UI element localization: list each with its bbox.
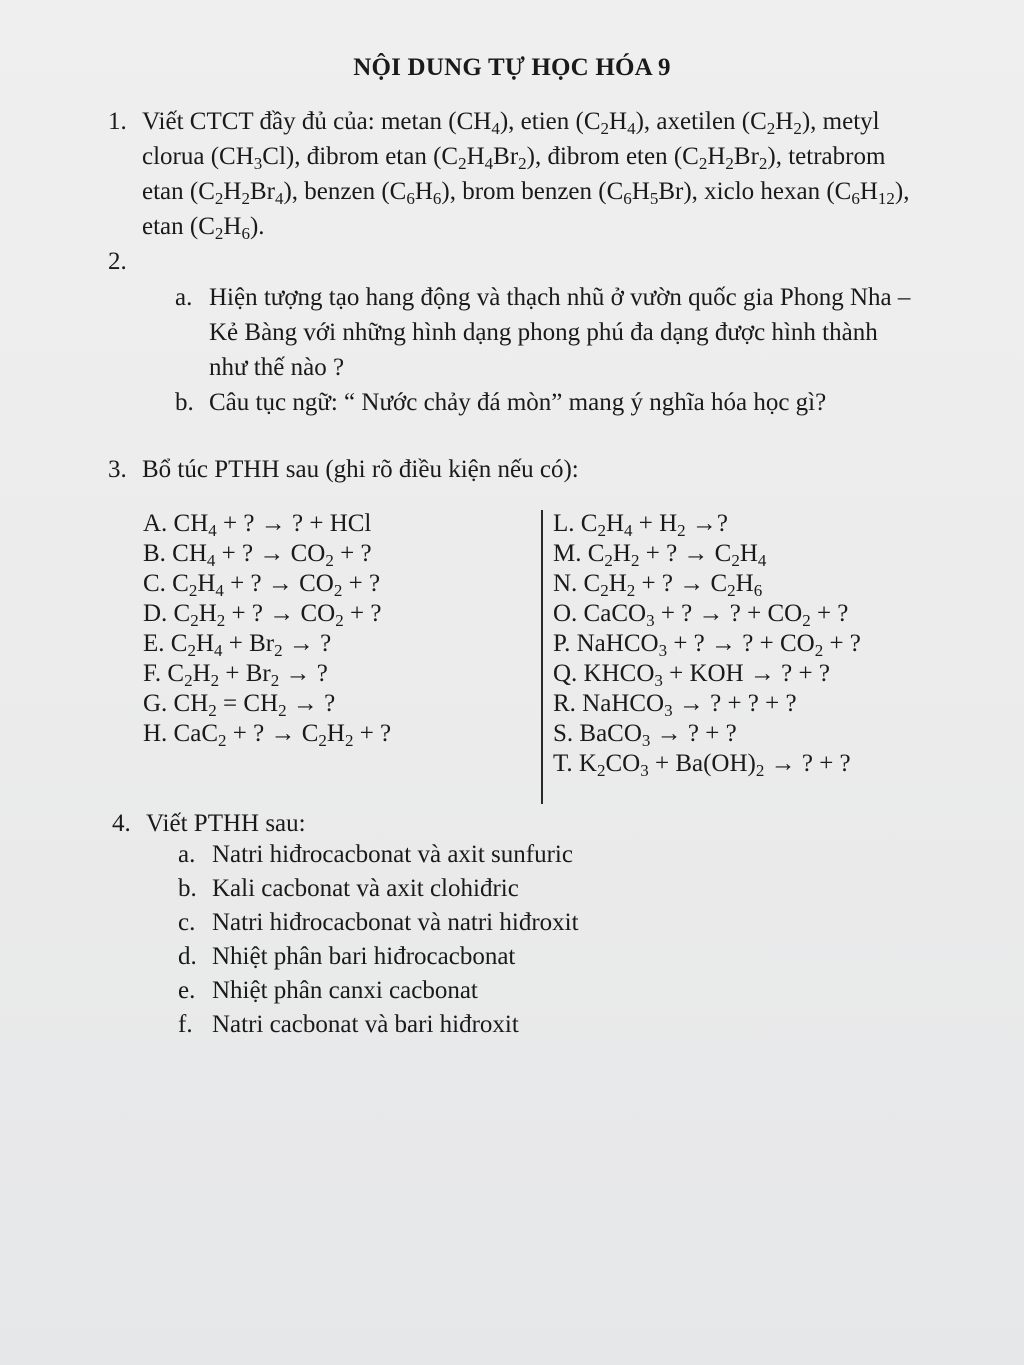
question-2a-line-2: Kẻ Bàng với những hình dạng phong phú đa dạng được hình thành [209,319,878,346]
equation-S: S. BaCO$_3$ → ? + ? [553,720,737,750]
equation-Q: Q. $KHCO_3$ + KOH → ? + ? [553,660,830,690]
question-3-number: 3. [108,456,127,483]
column-divider [541,510,543,804]
equation-E: E. $C_2H_4 + Br_2$ → ? [143,630,332,660]
equation-D: D. $C_2H_2$ + ? → $CO_2$ + ? [143,600,382,630]
question-2b-text: Câu tục ngữ: “ Nước chảy đá mòn” mang ý nghĩa hóa học gì? [209,389,827,416]
equation-B: B. $CH_4$ + ? → $CO_2$ + ? [143,540,372,570]
question-4-item-label: b. [178,875,197,902]
equation-T: T. $K_2CO_3 + Ba(OH)_2$ → ? + ? [553,750,851,780]
equation-G: G. $CH_2 = CH_2$ → ? [143,690,336,720]
question-4-item-text: Nhiệt phân canxi cacbonat [212,977,478,1004]
question-4-item-label: c. [178,909,196,936]
equation-C: C. $C_2H_4$ + ? → $CO_2$ + ? [143,570,381,600]
equation-M: M. $C_2H_2$ + ? → $C_2H_4$ [553,540,767,570]
equation-A: A. $CH_4$ + ? → ? + HCl [143,510,372,540]
question-2-number: 2. [108,248,127,275]
equation-F: F. $C_2H_2 + Br_2$ → ? [143,660,328,690]
question-4-item-text: Natri hiđrocacbonat và natri hiđroxit [212,909,579,936]
question-2b-label: b. [175,389,194,416]
question-3-text: Bổ túc PTHH sau (ghi rõ điều kiện nếu có): [142,456,579,483]
equation-P: P. NaHCO$_3$ + ? → ? + $CO_2$ + ? [553,630,861,660]
equation-L: L. $C_2H_4 + H_2$ →? [553,510,729,540]
question-4-item-label: d. [178,943,197,970]
question-4-item-text: Natri hiđrocacbonat và axit sunfuric [212,841,573,868]
question-4-number: 4. [112,810,131,837]
question-1-line-2: clorua $(CH_3Cl)$, đibrom etan $(C_2H_4Br_2)$, đibrom eten $(C_2H_2Br_2)$, tetrabrom [142,143,886,173]
question-1-line-1: Viết CTCT đầy đủ của: metan $(CH_4)$, etien $(C_2H_4)$, axetilen $(C_2H_2)$, metyl [142,108,880,138]
question-2a-text [209,280,954,385]
question-1-line-4: etan $(C_2H_6)$. [142,213,265,243]
question-4-item-text: Nhiệt phân bari hiđrocacbonat [212,943,516,970]
question-4-item-label: f. [178,1011,193,1038]
question-2 [108,244,968,284]
question-2a-line-1: Hiện tượng tạo hang động và thạch nhũ ở vườn quốc gia Phong Nha – [209,284,911,311]
question-1-number: 1. [108,108,127,135]
question-1-text [142,104,962,244]
question-2a-line-3: như thế nào ? [209,354,345,381]
equation-N: N. $C_2H_2$ + ? → $C_2H_6$ [553,570,763,600]
question-4-item-text: Natri cacbonat và bari hiđroxit [212,1011,519,1038]
equation-O: O. CaCO$_3$ + ? → ? + $CO_2$ + ? [553,600,849,630]
question-4-text: Viết PTHH sau: [146,810,306,837]
question-4-item-label: a. [178,841,196,868]
question-1-line-3: etan $(C_2H_2Br_4)$, benzen $(C_6H_6)$, brom benzen $(C_6H_5Br)$, xiclo hexan $(C_6H_{12})$, [142,178,910,208]
question-4-item-label: e. [178,977,196,1004]
question-2a-label: a. [175,284,193,311]
equation-R: R. NaHCO$_3$ → ? + ? + ? [553,690,797,720]
equation-H: H. CaC$_2$ + ? → $C_2H_2$ + ? [143,720,392,750]
question-4-item-text: Kali cacbonat và axit clohiđric [212,875,519,902]
page-title: NỘI DUNG TỰ HỌC HÓA 9 [353,54,671,81]
